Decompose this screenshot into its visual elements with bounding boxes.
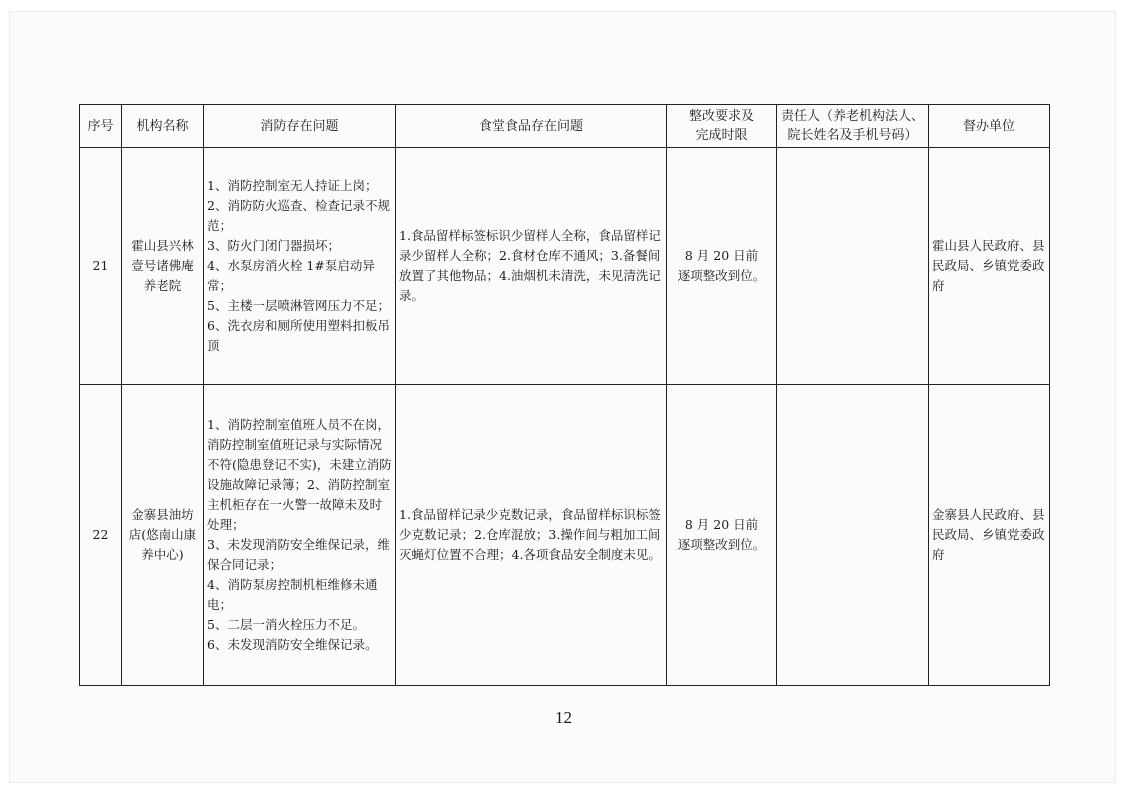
row-org-name [122, 385, 204, 686]
row-food-issues: 1.食品留样标签标识少留样人全称，食品留样记录少留样人全称；2.食材仓库不通风；3.备餐间放置了其他物品；4.油烟机未清洗，未见清洗记录。 [396, 148, 667, 385]
fire-issue: 1、消防控制室值班人员不在岗，消防控制室值班记录与实际情况不符(隐患登记不实)，未建立消防设施故障记录簿；2、消防控制室主机柜存在一火警一故障未及时处理； [207, 417, 392, 532]
page-number: 12 [555, 708, 572, 727]
row-fire-issues [204, 385, 396, 686]
header-org-name: 机构名称 [122, 105, 204, 148]
fire-issue: 2、消防防火巡查、检查记录不规范； [207, 198, 390, 233]
table-row [80, 385, 1050, 686]
org-name-line: 养中心) [141, 547, 184, 562]
row-org-name [122, 148, 204, 385]
fire-issue: 1、消防控制室无人持证上岗； [207, 178, 378, 193]
row-supervisor: 金寨县人民政府、县民政局、乡镇党委政府 [929, 385, 1050, 686]
header-deadline-line2: 完成时限 [695, 128, 748, 143]
row-seq: 21 [80, 148, 122, 385]
header-row [80, 105, 1050, 148]
row-food-issues: 1.食品留样记录少克数记录，食品留样标识标签少克数记录；2.仓库混放；3.操作间与粗加工间灭蝇灯位置不合理；4.各项食品安全制度未见。 [396, 385, 667, 686]
deadline-line1: 8 月 20 日前 [684, 248, 759, 263]
row-responsible [777, 385, 929, 686]
fire-issue: 5、主楼一层喷淋管网压力不足； [207, 298, 390, 313]
rectification-table [79, 104, 1050, 686]
org-name-line: 金寨县油坊 [131, 507, 194, 522]
org-name-line: 壹号诸佛庵 [131, 258, 194, 273]
fire-issue: 4、消防泵房控制机柜维修未通电； [207, 577, 378, 612]
fire-issue: 3、防火门闭门器损坏； [207, 238, 340, 253]
fire-issue: 5、二层一消火栓压力不足。 [207, 617, 365, 632]
header-seq: 序号 [80, 105, 122, 148]
fire-issue: 4、水泵房消火栓 1#泵启动异常； [207, 258, 375, 293]
fire-issue: 6、未发现消防安全维保记录。 [207, 637, 378, 652]
row-responsible [777, 148, 929, 385]
org-name-line: 店(悠南山康 [128, 527, 197, 542]
deadline-line2: 逐项整改到位。 [677, 268, 766, 283]
fire-issue: 3、未发现消防安全维保记录，维保合同记录； [207, 537, 390, 572]
header-fire-issues: 消防存在问题 [204, 105, 396, 148]
table-row [80, 148, 1050, 385]
row-fire-issues [204, 148, 396, 385]
header-responsible [777, 105, 929, 148]
header-food-issues: 食堂食品存在问题 [396, 105, 667, 148]
fire-issue: 6、洗衣房和厕所使用塑料扣板吊顶 [207, 318, 390, 353]
row-seq: 22 [80, 385, 122, 686]
header-deadline [667, 105, 777, 148]
header-supervisor: 督办单位 [929, 105, 1050, 148]
org-name-line: 霍山县兴林 [131, 238, 194, 253]
deadline-line2: 逐项整改到位。 [677, 537, 766, 552]
header-responsible-line2: 院长姓名及手机号码） [787, 128, 918, 143]
org-name-line: 养老院 [143, 278, 182, 293]
header-deadline-line1: 整改要求及 [688, 109, 754, 124]
row-supervisor: 霍山县人民政府、县民政局、乡镇党委政府 [929, 148, 1050, 385]
deadline-line1: 8 月 20 日前 [684, 517, 759, 532]
row-deadline [667, 148, 777, 385]
header-responsible-line1: 责任人（养老机构法人、 [780, 109, 924, 124]
row-deadline [667, 385, 777, 686]
